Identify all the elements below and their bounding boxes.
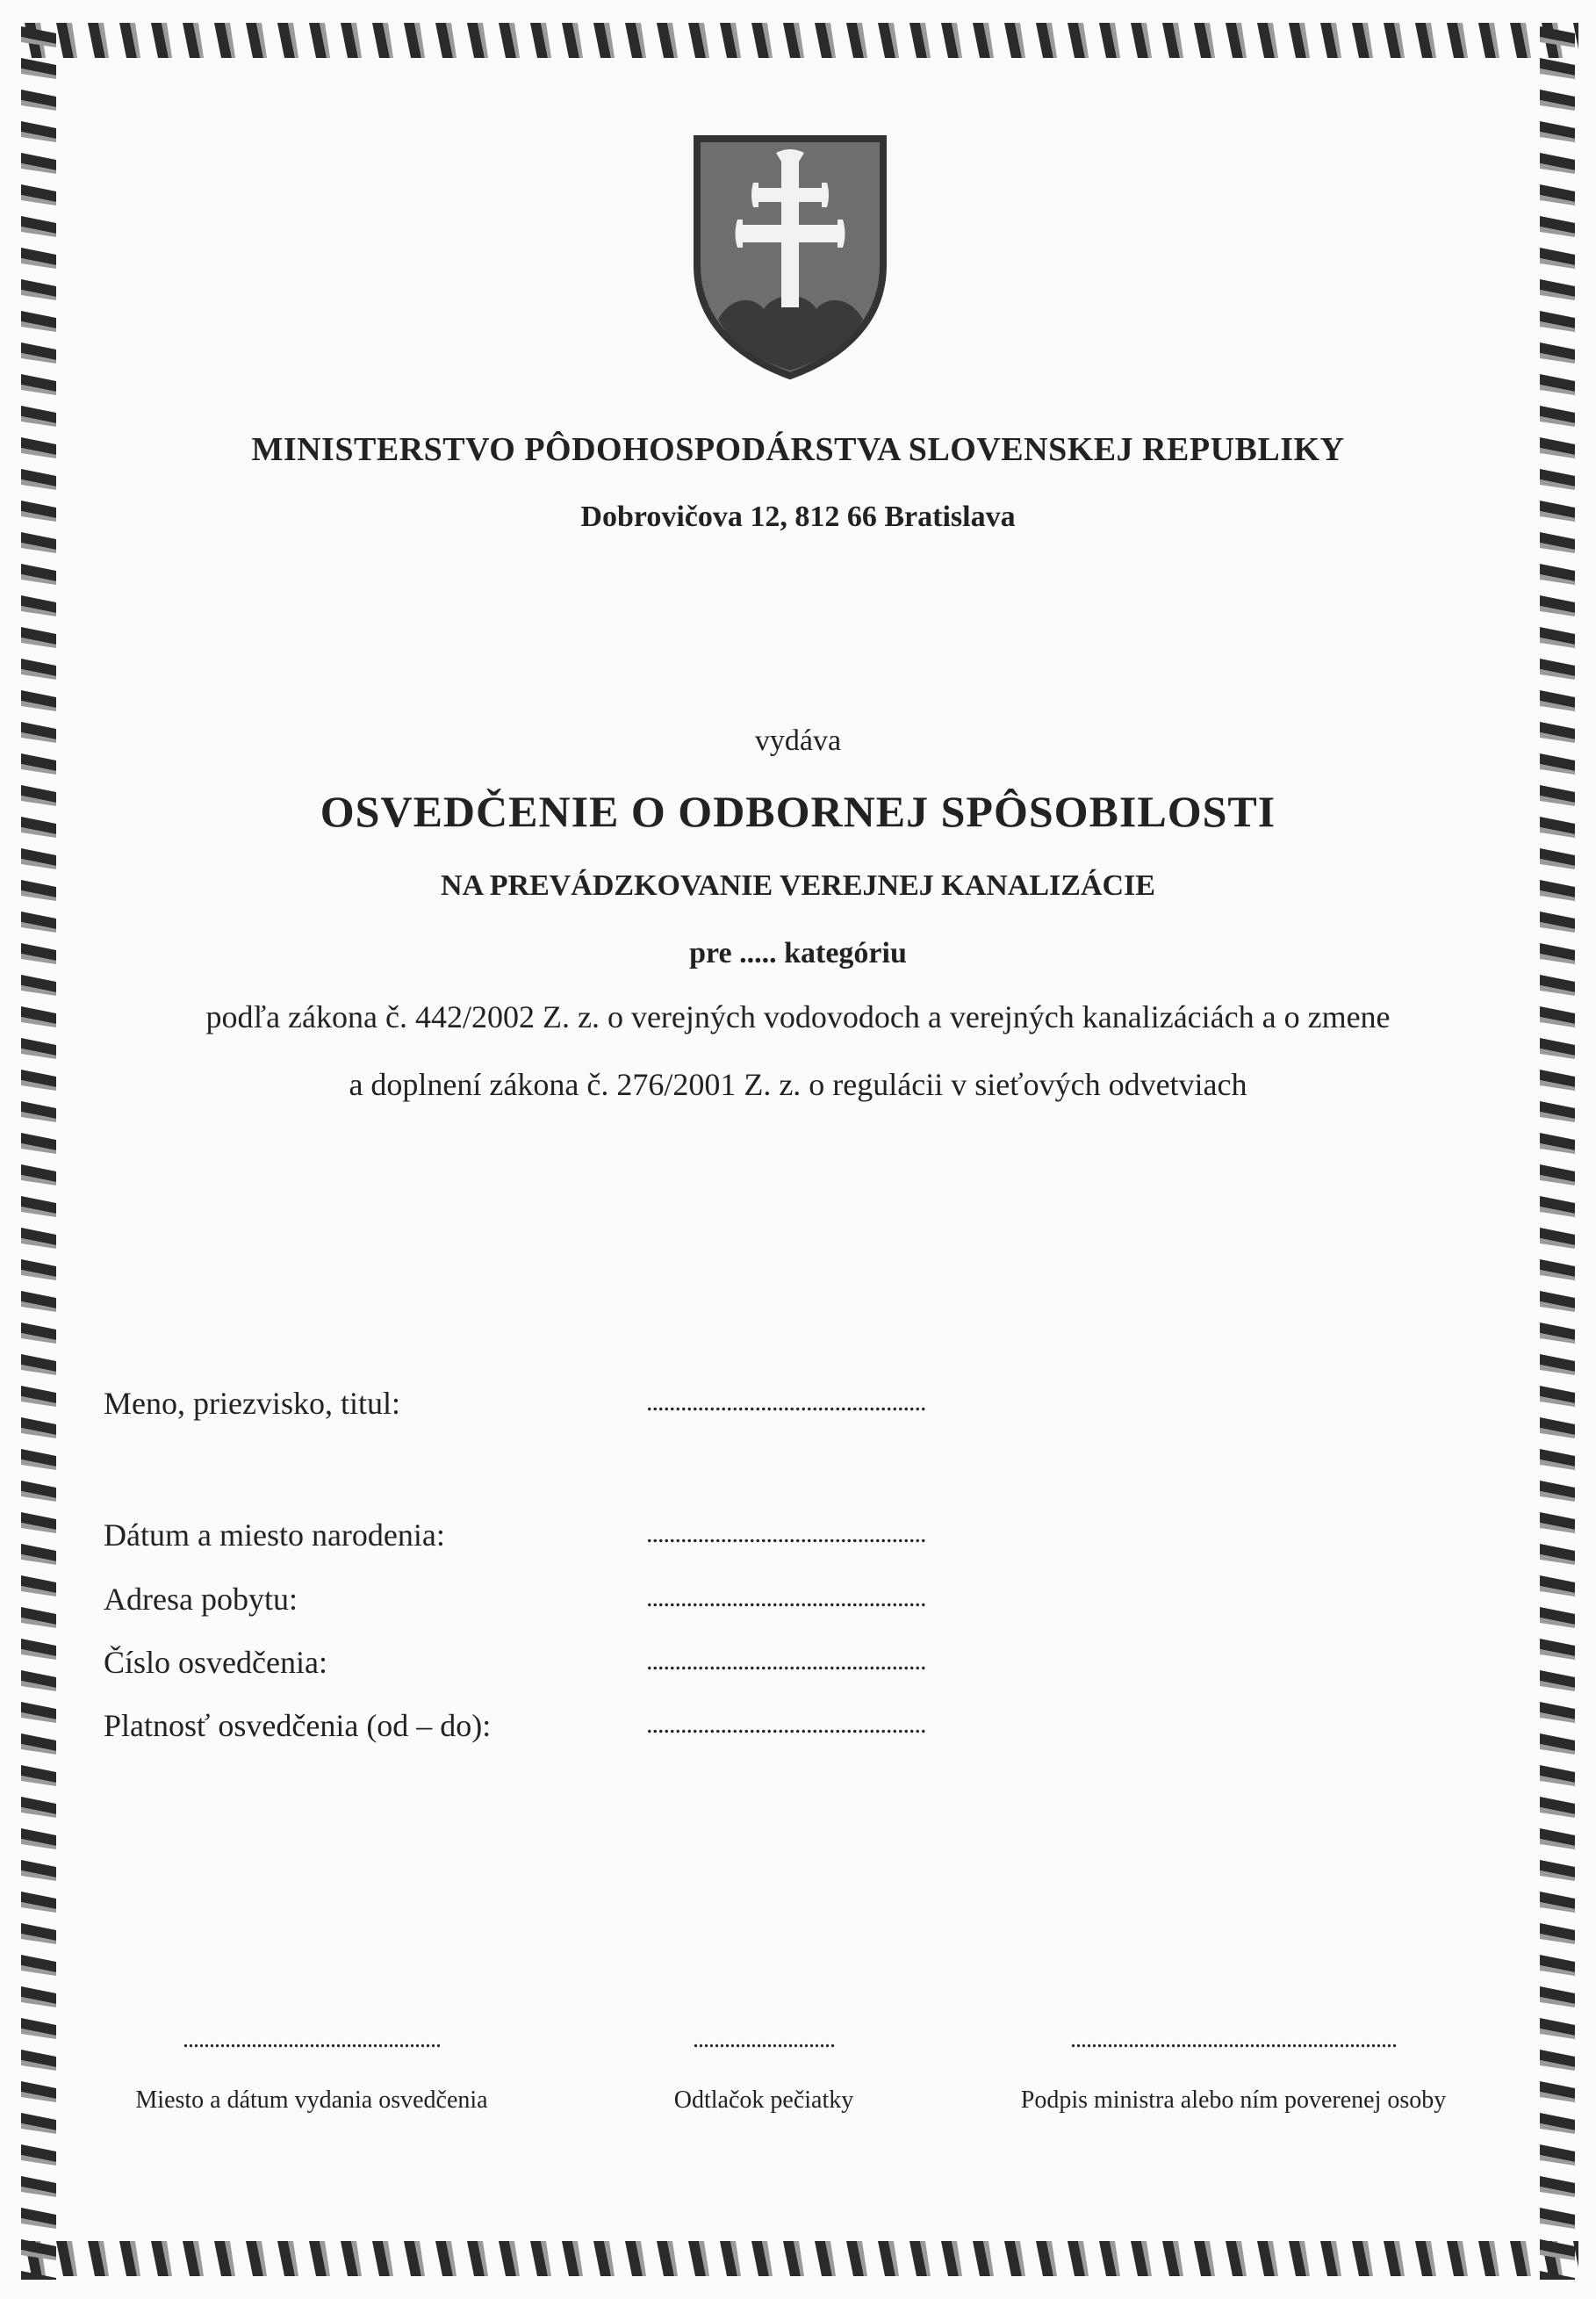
- field-label-name: Meno, priezvisko, titul:: [104, 1386, 400, 1421]
- issues-text: vydáva: [754, 724, 842, 757]
- certificate-subtitle: NA PREVÁDZKOVANIE VEREJNEJ KANALIZÁCIE: [441, 869, 1155, 902]
- state-emblem-icon: [692, 133, 888, 381]
- field-label-certificate-number: Číslo osvedčenia:: [104, 1645, 327, 1680]
- field-value-validity[interactable]: .................................................: [646, 1710, 926, 1739]
- decorative-border-bottom: [18, 2238, 1578, 2280]
- field-label-birth: Dátum a miesto narodenia:: [104, 1517, 445, 1553]
- signature-line-stamp[interactable]: ...........................: [693, 2026, 835, 2053]
- ministry-name: MINISTERSTVO PÔDOHOSPODÁRSTVA SLOVENSKEJ REPUBLIKY: [251, 431, 1345, 468]
- signature-caption-stamp: Odtlačok pečiatky: [673, 2086, 854, 2114]
- law-reference-line-2: a doplnení zákona č. 276/2001 Z. z. o regulácii v sieťových odvetviach: [349, 1067, 1247, 1102]
- ministry-address: Dobrovičova 12, 812 66 Bratislava: [580, 501, 1016, 533]
- law-reference-line-1: podľa zákona č. 442/2002 Z. z. o verejných vodovodoch a verejných kanalizáciách a o zmene: [205, 999, 1391, 1034]
- field-value-name[interactable]: .................................................: [646, 1387, 926, 1416]
- field-value-certificate-number[interactable]: .................................................: [646, 1647, 926, 1676]
- signature-caption-minister: Podpis ministra alebo ním poverenej osoby: [1020, 2086, 1447, 2114]
- field-value-birth[interactable]: .................................................: [646, 1519, 926, 1548]
- certificate-title: OSVEDČENIE O ODBORNEJ SPÔSOBILOSTI: [320, 787, 1276, 836]
- decorative-border-top: [18, 19, 1578, 61]
- signature-line-minister[interactable]: ..............................................................: [1070, 2026, 1397, 2053]
- field-label-validity: Platnosť osvedčenia (od – do):: [104, 1708, 492, 1743]
- signature-caption-place-date: Miesto a dátum vydania osvedčenia: [135, 2086, 488, 2114]
- decorative-border-left: [18, 19, 60, 2280]
- category-line: pre ..... kategóriu: [689, 937, 907, 969]
- field-value-address[interactable]: .................................................: [646, 1583, 926, 1612]
- field-label-address: Adresa pobytu:: [104, 1582, 298, 1617]
- signature-line-place-date[interactable]: .................................................: [183, 2026, 441, 2053]
- decorative-border-right: [1536, 19, 1578, 2280]
